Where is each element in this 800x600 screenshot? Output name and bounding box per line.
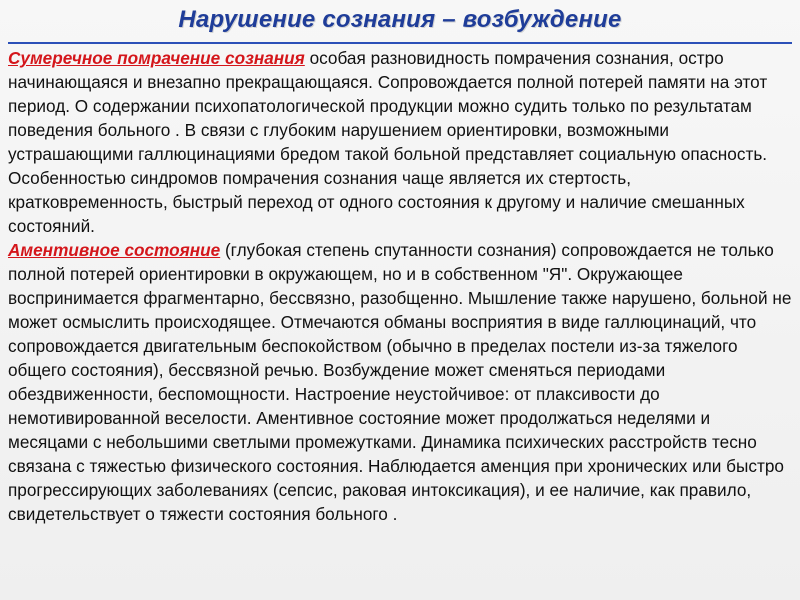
- paragraph-amentia-text: (глубокая степень спутанности сознания) сопровождается не только полной потерей ориентировки в окружающем, но и в собственном "Я". Окружающее воспринимается фрагментарно, бессвязно, разобщенно. Мышление также нарушено, больной не может осмыслить происходящее. Отмечаются обманы восприятия в виде галлюцинаций, что сопровождается двигательным беспокойством (обычно в пределах постели из-за тяжелого общего состояния), бессвязной речью. Возбуждение может сменяться периодами обездвиженности, беспомощности. Настроение неустойчивое: от плаксивости до немотивированной веселости. Аментивное состояние может продолжаться неделями и месяцами с небольшими светлыми промежутками. Динамика психических расстройств тесно связана с тяжестью физического состояния. Наблюдается аменция при хронических или быстро прогрессирующих заболеваниях (сепсис, раковая интоксикация), и ее наличие, как правило, свидетельствует о тяжести состояния больного .: [8, 240, 792, 524]
- paragraph-features: [8, 166, 792, 238]
- slide-title: Нарушение сознания – возбуждение: [178, 6, 622, 33]
- paragraph-amentia: [8, 238, 792, 526]
- term-amentia-state: Аментивное состояние: [8, 240, 221, 260]
- slide-body: [8, 46, 792, 526]
- title-divider: [8, 42, 792, 44]
- paragraph-features-text: Особенностью синдромов помрачения сознания чаще является их стертость, кратковременность, быстрый переход от одного состояния к другому и наличие смешанных состояний.: [8, 168, 745, 236]
- paragraph-twilight-text: особая разновидность помрачения сознания, остро начинающаяся и внезапно прекращающаяся. Сопровождается полной потерей памяти на этот период. О содержании психопатологической продукции можно судить только по результатам поведения больного . В связи с глубоким нарушением ориентировки, возможными устрашающими галлюцинациями бредом такой больной представляет социальную опасность.: [8, 48, 768, 164]
- term-twilight-state: Сумеречное помрачение сознания: [8, 48, 305, 68]
- paragraph-twilight: [8, 46, 792, 166]
